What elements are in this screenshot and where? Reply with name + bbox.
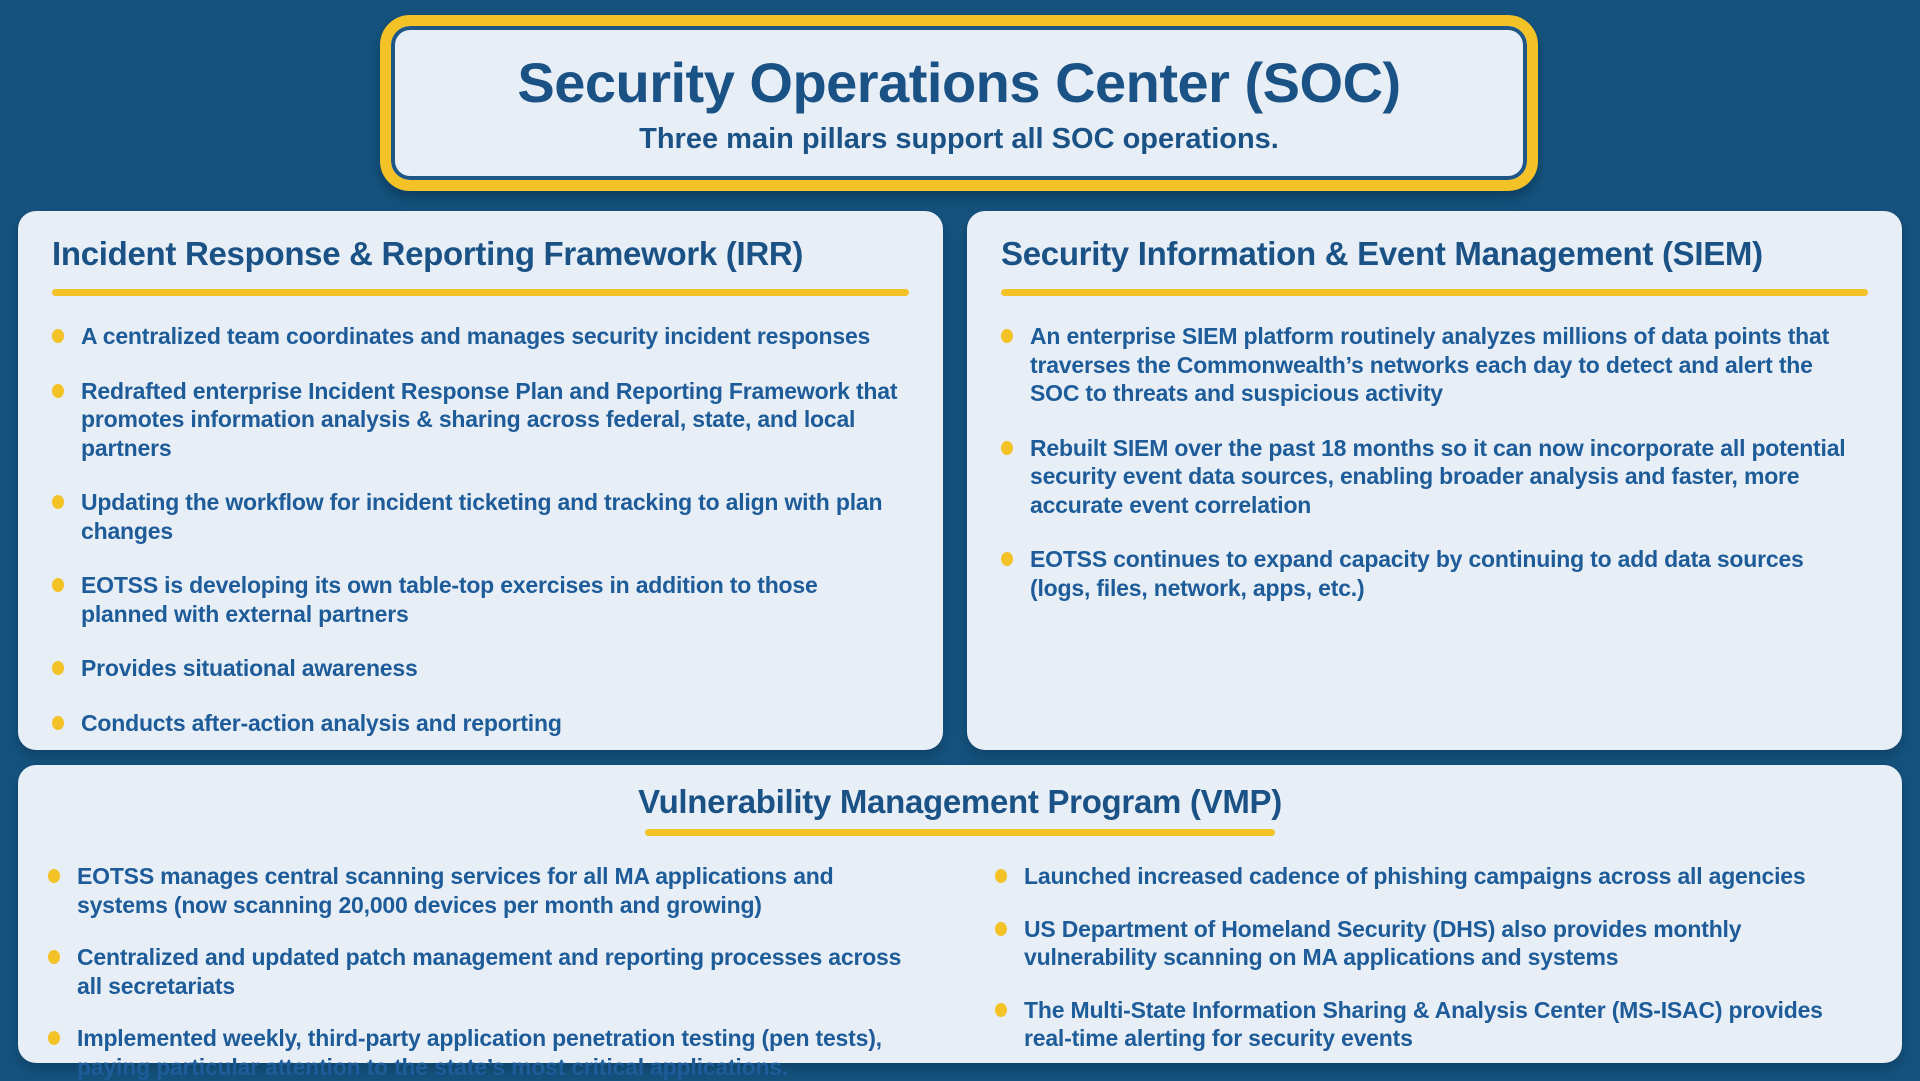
bullet-item xyxy=(995,862,1872,891)
bullet-text: Launched increased cadence of phishing campaigns across all agencies xyxy=(1024,863,1806,889)
bullet-item xyxy=(52,488,909,545)
bullet-text: Updating the workflow for incident ticketing and tracking to align with plan changes xyxy=(81,489,883,544)
card-incident-response xyxy=(18,211,943,750)
gold-divider xyxy=(1001,289,1868,296)
bullet-dot-icon xyxy=(48,950,60,964)
page-title: Security Operations Center (SOC) xyxy=(517,51,1401,114)
bullet-item xyxy=(48,943,925,1000)
bullet-dot-icon xyxy=(52,495,64,509)
bullet-item xyxy=(48,1024,925,1081)
bullet-text: Rebuilt SIEM over the past 18 months so it can now incorporate all potential security event data sources, enabling broader analysis and faster, more accurate event correlation xyxy=(1030,434,1846,518)
bullet-text: EOTSS manages central scanning services for all MA applications and systems (now scanning 20,000 devices per month and growing) xyxy=(77,863,834,918)
bullet-item xyxy=(1001,545,1868,602)
bullet-dot-icon xyxy=(52,578,64,592)
bullet-dot-icon xyxy=(995,1003,1007,1017)
bullet-text: US Department of Homeland Security (DHS) also provides monthly vulnerability scanning on MA applications and systems xyxy=(1024,915,1742,971)
title-banner xyxy=(380,15,1538,191)
bullet-dot-icon xyxy=(48,1031,60,1045)
irr-card-title: Incident Response & Reporting Framework (IRR) xyxy=(52,235,804,272)
gold-divider xyxy=(645,829,1276,836)
vmp-header xyxy=(48,783,1872,836)
bullet-item xyxy=(1001,322,1868,408)
bullet-item xyxy=(52,709,909,738)
bullet-item xyxy=(52,654,909,683)
vmp-left-bullet-list xyxy=(48,838,925,1081)
bullet-item xyxy=(52,571,909,628)
bullet-item xyxy=(995,996,1872,1053)
bullet-dot-icon xyxy=(995,869,1007,883)
bullet-dot-icon xyxy=(52,661,64,675)
card-vulnerability-management xyxy=(18,765,1902,1080)
bullet-item xyxy=(48,862,925,919)
bullet-text: The Multi-State Information Sharing & Analysis Center (MS-ISAC) provides real-time alerting for security events xyxy=(1024,996,1823,1052)
vmp-card-title: Vulnerability Management Program (VMP) xyxy=(638,783,1282,820)
page-subtitle: Three main pillars support all SOC operations. xyxy=(639,123,1279,155)
bullet-text: An enterprise SIEM platform routinely analyzes millions of data points that traverses the Commonwealth’s networks each day to detect and alert the SOC to threats and suspicious activity xyxy=(1030,323,1830,407)
bullet-text: A centralized team coordinates and manages security incident responses xyxy=(81,323,871,349)
vmp-header-inner xyxy=(638,783,1282,836)
bullet-text: Centralized and updated patch management and reporting processes across all secretariats xyxy=(77,944,902,999)
irr-bullet-list xyxy=(52,322,909,737)
bullet-text: EOTSS is developing its own table-top exercises in addition to those planned with external partners xyxy=(81,572,818,627)
bullet-item xyxy=(995,915,1872,972)
bullet-text: Conducts after-action analysis and reporting xyxy=(81,709,562,736)
siem-card-title: Security Information & Event Management (SIEM) xyxy=(1001,235,1763,272)
bullet-dot-icon xyxy=(1001,329,1013,343)
siem-bullet-list xyxy=(1001,322,1868,602)
bullet-dot-icon xyxy=(1001,441,1013,455)
card-siem xyxy=(967,211,1902,750)
bullet-text: Implemented weekly, third-party application penetration testing (pen tests), paying particular attention to the state’s most critical applications. xyxy=(77,1025,882,1080)
bullet-dot-icon xyxy=(52,716,64,730)
bullet-dot-icon xyxy=(48,869,60,883)
bullet-text: Provides situational awareness xyxy=(81,655,418,682)
bullet-dot-icon xyxy=(52,329,64,343)
bullet-text: Redrafted enterprise Incident Response Plan and Reporting Framework that promotes information analysis & sharing across federal, state, and local partners xyxy=(81,377,898,461)
vmp-right-bullet-list xyxy=(995,838,1872,1081)
bullet-dot-icon xyxy=(52,384,64,398)
bullet-dot-icon xyxy=(995,922,1007,936)
vmp-columns xyxy=(48,838,1872,1081)
bullet-item xyxy=(1001,434,1868,520)
bullet-item xyxy=(52,377,909,463)
bullet-text: EOTSS continues to expand capacity by continuing to add data sources (logs, files, network, apps, etc.) xyxy=(1030,546,1804,601)
bullet-dot-icon xyxy=(1001,552,1013,566)
bullet-item xyxy=(52,322,909,351)
gold-divider xyxy=(52,289,909,296)
